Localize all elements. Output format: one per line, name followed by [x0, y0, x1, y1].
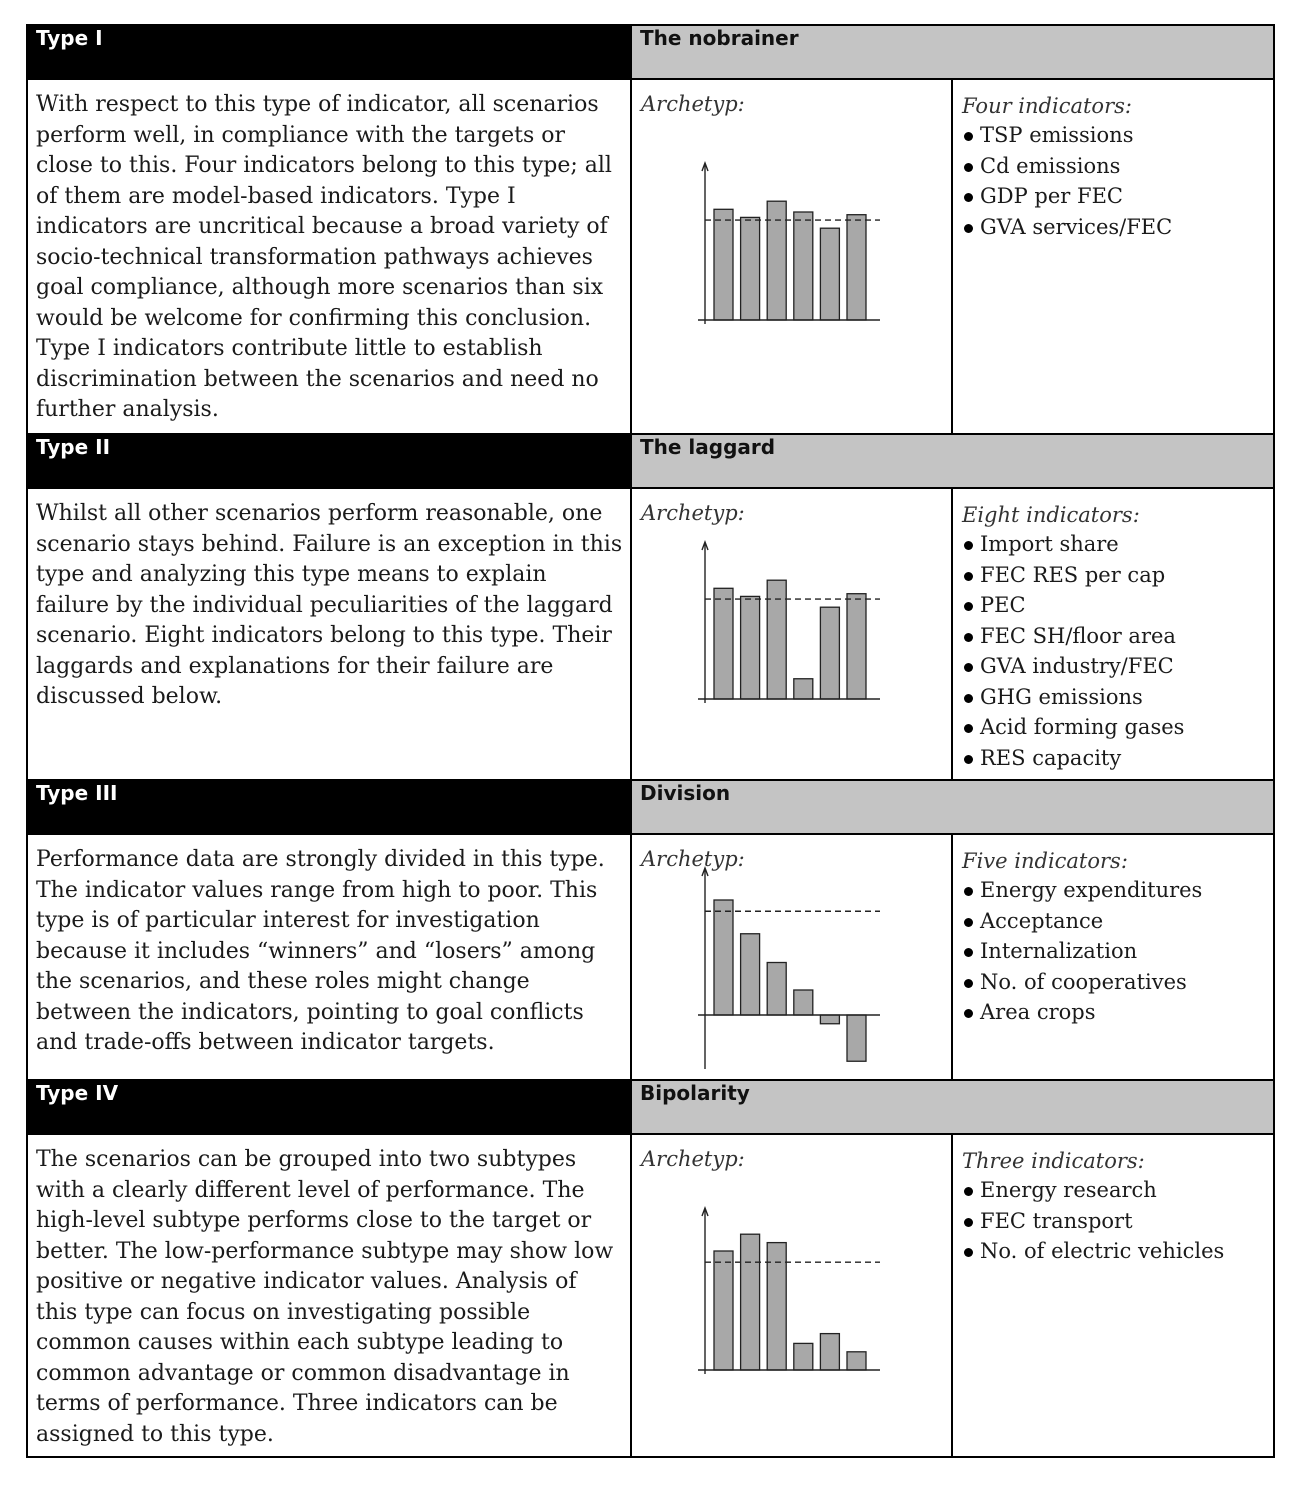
type-name-text: The laggard [640, 435, 776, 459]
indicator-item: GVA industry/FEC [962, 651, 1267, 682]
indicator-item: No. of electric vehicles [962, 1236, 1267, 1267]
indicators-title: Four indicators: [962, 94, 1132, 118]
indicator-item: Area crops [962, 997, 1267, 1028]
chart-bar [847, 1352, 866, 1370]
type-label-text: Type II [36, 435, 111, 459]
chart-bar [794, 679, 813, 699]
indicator-list [962, 1175, 1267, 1267]
indicators-cell [952, 488, 1274, 780]
archetype-label: Archetyp: [641, 847, 745, 871]
archetype-chart [632, 835, 953, 1081]
indicators-cell [952, 834, 1274, 1080]
indicator-item: Acid forming gases [962, 712, 1267, 743]
chart-bar [767, 201, 786, 320]
indicator-item: FEC transport [962, 1206, 1267, 1237]
archetype-chart [632, 1135, 953, 1457]
typology-table [26, 24, 1275, 1458]
type-header-row [27, 780, 1274, 834]
type-name-text: Bipolarity [640, 1081, 750, 1105]
archetype-cell [631, 488, 952, 780]
indicator-list [962, 529, 1267, 773]
archetype-label: Archetyp: [641, 92, 745, 116]
chart-bar [820, 228, 839, 320]
chart-bar [847, 1015, 866, 1061]
type-label-text: Type I [36, 26, 103, 50]
chart-bar [820, 1015, 839, 1024]
archetype-label: Archetyp: [641, 1147, 745, 1171]
indicator-item: Cd emissions [962, 151, 1267, 182]
chart-bar [820, 1334, 839, 1370]
type-name [631, 780, 1274, 834]
indicator-item: RES capacity [962, 743, 1267, 774]
type-description: Performance data are strongly divided in this type. The indicator values range from high to poor. This type is of particular interest for investigation because it includes “winners” and “losers” among the scenarios, and these roles might change between the indicators, pointing to goal conflicts and trade-offs between indicator targets. [27, 834, 631, 1080]
chart-bar [741, 934, 760, 1015]
type-header-row [27, 1080, 1274, 1134]
indicator-list [962, 120, 1267, 242]
chart-bar [714, 588, 733, 699]
chart-bar [741, 596, 760, 699]
type-name-text: Division [640, 781, 731, 805]
chart-bar [767, 580, 786, 699]
type-name [631, 1080, 1274, 1134]
indicator-item: PEC [962, 590, 1267, 621]
type-label [27, 780, 631, 834]
type-description: With respect to this type of indicator, all scenarios perform well, in compliance with the targets or close to this. Four indicators belong to this type; all of them are model-based indicators. Type I indicators are uncritical because a broad variety of socio-technical transformation pathways achieves goal compliance, although more scenarios than six would be welcome for confirming this conclusion. Type I indicators contribute little to establish discrimination between the scenarios and need no further analysis. [27, 79, 631, 434]
chart-bar [820, 607, 839, 699]
chart-bar [847, 215, 866, 320]
indicator-item: Internalization [962, 936, 1267, 967]
chart-bar [741, 1234, 760, 1370]
indicators-title: Eight indicators: [962, 503, 1140, 527]
type-body-row [27, 1134, 1274, 1457]
type-header-row [27, 434, 1274, 488]
indicator-item: GHG emissions [962, 682, 1267, 713]
chart-bar [847, 594, 866, 699]
chart-bar [714, 900, 733, 1015]
archetype-label: Archetyp: [641, 501, 745, 525]
chart-bar [794, 1343, 813, 1370]
type-header-row [27, 25, 1274, 79]
type-label [27, 434, 631, 488]
chart-bar [714, 1251, 733, 1370]
type-body-row [27, 488, 1274, 780]
indicators-title: Three indicators: [962, 1149, 1145, 1173]
type-description: Whilst all other scenarios perform reasonable, one scenario stays behind. Failure is an exception in this type and analyzing this type means to explain failure by the individual peculiarities of the laggard scenario. Eight indicators belong to this type. Their laggards and explanations for their failure are discussed below. [27, 488, 631, 780]
indicator-item: Acceptance [962, 906, 1267, 937]
chart-bar [714, 209, 733, 320]
chart-bar [741, 217, 760, 320]
chart-bar [794, 990, 813, 1015]
indicator-list [962, 875, 1267, 1028]
indicator-item: FEC RES per cap [962, 560, 1267, 591]
archetype-chart [632, 489, 953, 779]
type-name-text: The nobrainer [640, 26, 799, 50]
indicators-cell [952, 79, 1274, 434]
archetype-cell [631, 1134, 952, 1457]
archetype-cell [631, 834, 952, 1080]
indicator-item: Import share [962, 529, 1267, 560]
chart-bar [767, 963, 786, 1016]
indicator-item: Energy research [962, 1175, 1267, 1206]
indicator-item: FEC SH/floor area [962, 621, 1267, 652]
type-body-row [27, 79, 1274, 434]
type-label [27, 1080, 631, 1134]
type-label [27, 25, 631, 79]
indicators-title: Five indicators: [962, 849, 1128, 873]
indicator-item: Energy expenditures [962, 875, 1267, 906]
type-description: The scenarios can be grouped into two subtypes with a clearly different level of performance. The high-level subtype performs close to the target or better. The low-performance subtype may show low positive or negative indicator values. Analysis of this type can focus on investigating possible common causes within each subtype leading to common advantage or common disadvantage in terms of performance. Three indicators can be assigned to this type. [27, 1134, 631, 1457]
type-name [631, 434, 1274, 488]
indicator-item: GDP per FEC [962, 181, 1267, 212]
indicator-item: GVA services/FEC [962, 212, 1267, 243]
type-label-text: Type IV [36, 1081, 119, 1105]
chart-bar [794, 212, 813, 320]
indicators-cell [952, 1134, 1274, 1457]
archetype-cell [631, 79, 952, 434]
indicator-item: TSP emissions [962, 120, 1267, 151]
type-label-text: Type III [36, 781, 118, 805]
archetype-chart [632, 80, 953, 435]
type-name [631, 25, 1274, 79]
type-body-row [27, 834, 1274, 1080]
indicator-item: No. of cooperatives [962, 967, 1267, 998]
